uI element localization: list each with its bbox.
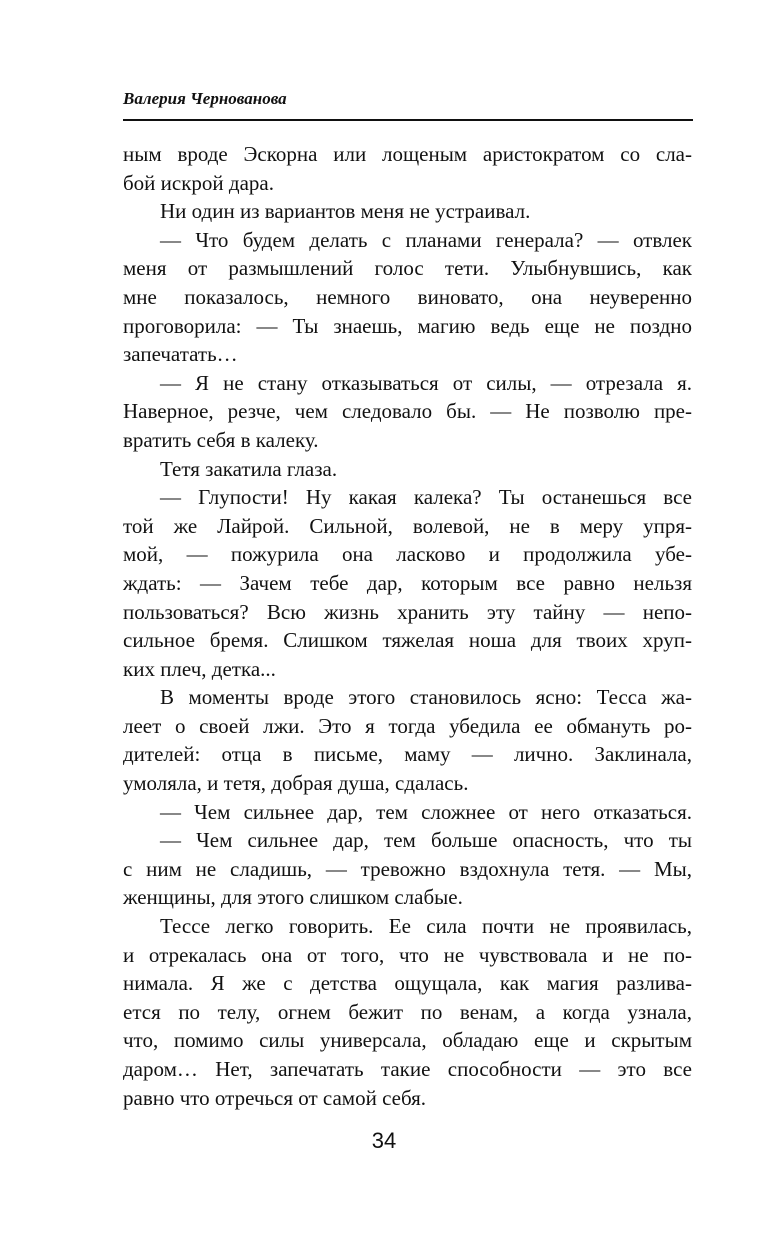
text-line: ется по телу, огнем бежит по венам, а когда узнала,: [123, 999, 692, 1024]
text-line: нимала. Я же с детства ощущала, как магия разлива-: [123, 971, 692, 996]
text-line: запечатать…: [123, 342, 238, 367]
text-line: даром… Нет, запечатать такие способности — это все: [123, 1057, 692, 1081]
text-line: пользоваться? Всю жизнь хранить эту тайну — непо-: [123, 599, 692, 624]
text-line: — Чем сильнее дар, тем больше опасность, что ты: [160, 828, 692, 853]
running-header-author: Валерия Чернованова: [123, 89, 287, 108]
text-line: дителей: отца в письме, маму — лично. Заклинала,: [123, 742, 692, 767]
header-rule: [123, 119, 693, 121]
text-line: ным вроде Эскорна или лощеным аристократом со сла-: [123, 142, 692, 166]
text-line: леет о своей лжи. Это я тогда убедила ее обмануть ро-: [123, 713, 692, 738]
text-line: умоляла, и тетя, добрая душа, сдалась.: [123, 771, 469, 796]
text-line: Ни один из вариантов меня не устраивал.: [160, 199, 531, 224]
text-line: равно что отречься от самой себя.: [123, 1085, 427, 1110]
text-line: ких плеч, детка...: [123, 656, 276, 681]
text-line: с ним не сладишь, — тревожно вздохнула тетя. — Мы,: [123, 856, 692, 881]
text-line: — Глупости! Ну какая калека? Ты останешься все: [160, 485, 692, 510]
text-line: и отрекалась она от того, что не чувствовала и не по-: [123, 942, 692, 967]
text-line: Тетя закатила глаза.: [160, 456, 338, 481]
text-line: Наверное, резче, чем следовало бы. — Не позволю пре-: [123, 399, 692, 424]
text-line: что, помимо силы универсала, обладаю еще и скрытым: [123, 1028, 692, 1053]
text-line: ждать: — Зачем тебе дар, которым все равно нельзя: [123, 570, 692, 595]
text-line: бой искрой дара.: [123, 170, 274, 195]
text-line: мой, — пожурила она ласково и продолжила убе-: [123, 542, 692, 567]
text-line: вратить себя в калеку.: [123, 427, 319, 452]
text-line: сильное бремя. Слишком тяжелая ноша для твоих хруп-: [123, 628, 692, 653]
text-line: — Чем сильнее дар, тем сложнее от него отказаться.: [160, 799, 692, 824]
text-line: той же Лайрой. Сильной, волевой, не в меру упря-: [123, 513, 692, 538]
page-number: 34: [371, 1128, 397, 1153]
text-line: меня от размышлений голос тети. Улыбнувшись, как: [123, 256, 692, 281]
body-text: [123, 140, 692, 1112]
text-line: Тессе легко говорить. Ее сила почти не проявилась,: [160, 914, 692, 939]
text-line: В моменты вроде этого становилось ясно: Тесса жа-: [160, 685, 692, 710]
text-line: — Что будем делать с планами генерала? — отвлек: [160, 227, 692, 252]
text-line: проговорила: — Ты знаешь, магию ведь еще не поздно: [123, 313, 692, 338]
text-line: женщины, для этого слишком слабые.: [123, 885, 463, 910]
text-line: мне показалось, немного виновато, она неуверенно: [123, 284, 692, 309]
text-line: — Я не стану отказываться от силы, — отрезала я.: [160, 370, 692, 395]
